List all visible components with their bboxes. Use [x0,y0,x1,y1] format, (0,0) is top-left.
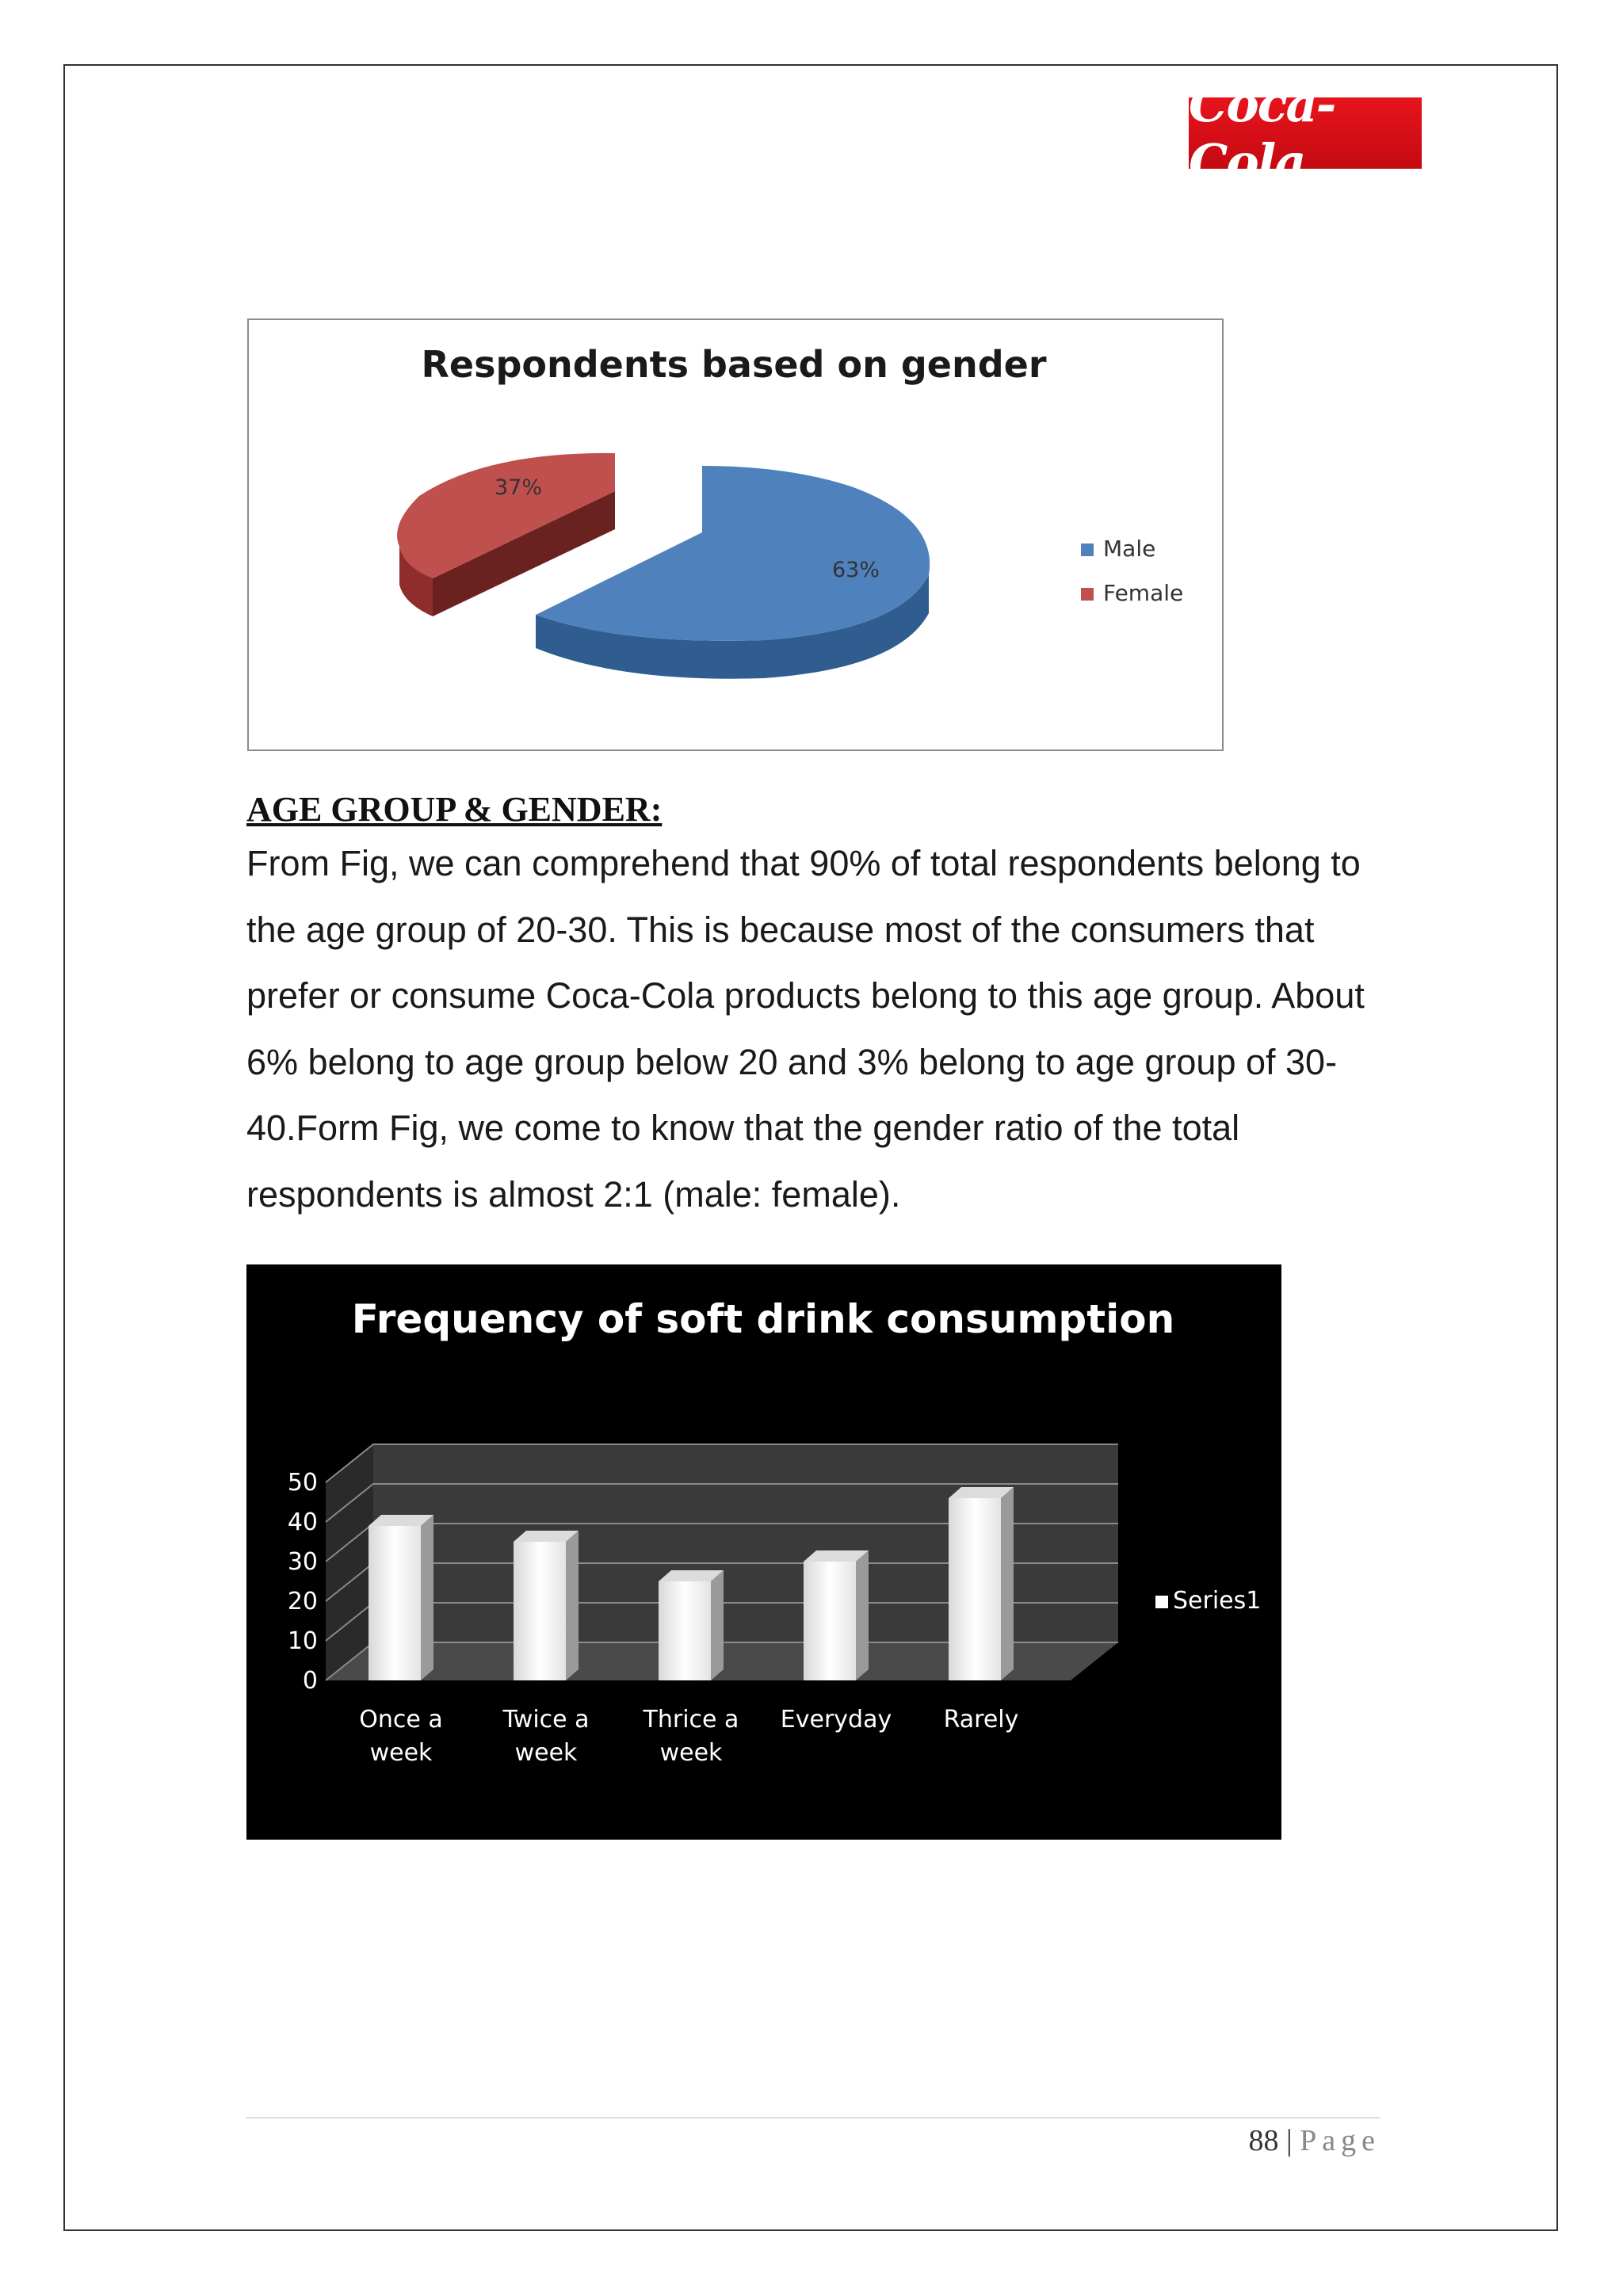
bar-side [711,1570,724,1680]
bar-side [1001,1487,1014,1680]
y-tick-label: 20 [287,1588,318,1615]
bar-side [421,1515,433,1680]
legend-swatch-male [1081,543,1094,556]
y-tick-label: 30 [287,1548,318,1576]
x-tick-label: Rarely [943,1706,1019,1733]
bar-side [856,1550,869,1680]
legend-swatch-female [1081,588,1094,601]
footer-divider [246,2117,1381,2119]
legend-label-female: Female [1103,580,1184,606]
x-tick-label: Twice a [502,1706,590,1733]
page-footer [1249,2123,1381,2158]
x-tick-label: Once a [359,1706,443,1733]
coca-cola-logo: Coca-Cola [1189,97,1422,169]
section-heading: AGE GROUP & GENDER: [246,790,663,829]
bar-plot-area [288,1444,1118,1767]
legend-label-series1: Series1 [1173,1587,1262,1615]
legend-label-male: Male [1103,536,1156,562]
x-tick-label: Thrice a [643,1706,739,1733]
x-tick-label: week [369,1739,433,1767]
footer-separator: | [1286,2124,1293,2157]
bar-side [566,1531,579,1680]
gender-pie-chart [247,318,1224,751]
bar-chart-title: Frequency of soft drink consumption [351,1296,1175,1342]
pie-label-male: 63% [832,558,880,582]
x-tick-label: week [659,1739,723,1767]
bar [949,1498,1001,1680]
bar [514,1542,566,1680]
y-tick-label: 0 [302,1667,318,1695]
pie-chart-title: Respondents based on gender [421,343,1047,386]
frequency-bar-chart [246,1264,1281,1840]
page-number: 88 [1248,2124,1279,2157]
page-label: Page [1300,2124,1381,2157]
y-tick-label: 10 [287,1627,318,1655]
bar [369,1526,421,1680]
bar [659,1581,711,1680]
pie-label-female: 37% [495,475,543,500]
legend-swatch-series1 [1155,1596,1168,1608]
x-tick-label: Everyday [780,1706,892,1733]
y-tick-label: 40 [287,1508,318,1536]
chart-side-wall [326,1444,373,1680]
y-tick-label: 50 [287,1469,318,1497]
bar [804,1562,856,1680]
body-paragraph: From Fig, we can comprehend that 90% of total respondents belong to the age group of 20-30. This is because most of the consumers that prefer or consume Coca-Cola products belong to this age group. About 6% belong to age group below 20 and 3% belong to age group of 30-40.Form Fig, we come to know that the gender ratio of the total respondents is almost 2:1 (male: female). [246,843,1365,1215]
x-tick-label: week [514,1739,578,1767]
